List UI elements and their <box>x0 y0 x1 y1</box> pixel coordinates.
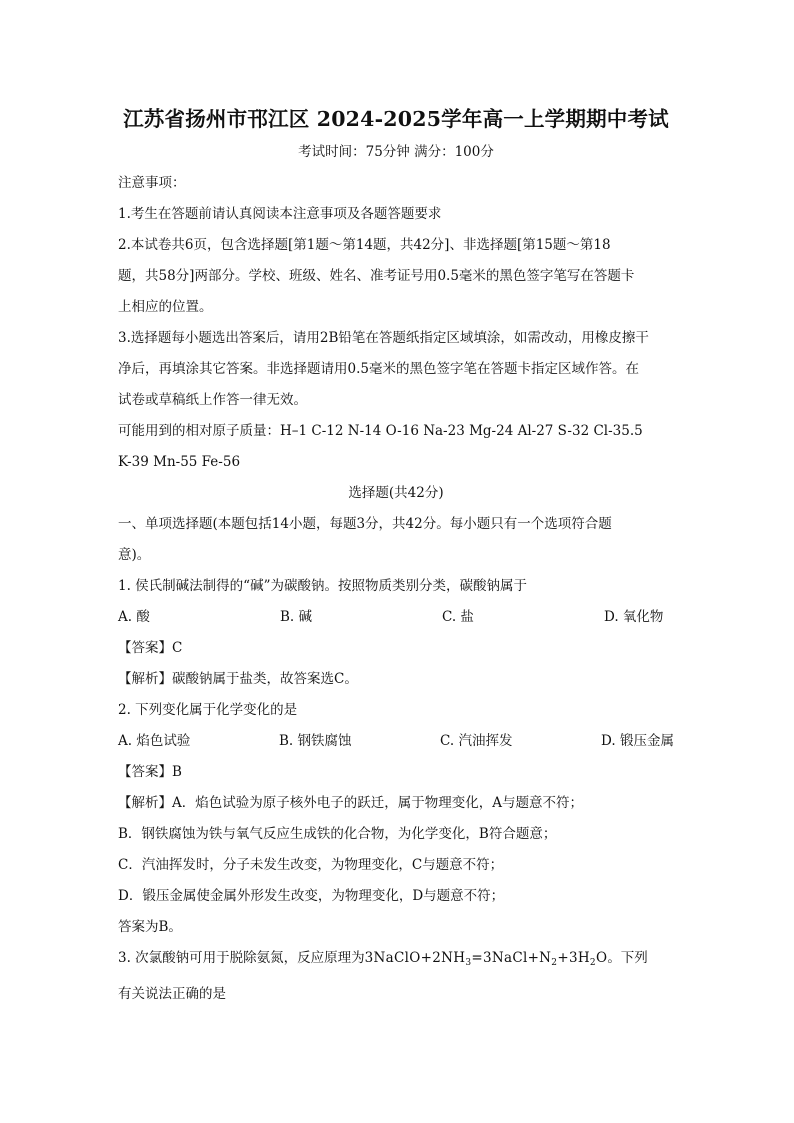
atomic-masses-line-2: K-39 Mn-55 Fe-56 <box>118 454 241 470</box>
question-1-analysis <box>118 669 674 689</box>
analysis-text: A．焰色试验为原子核外电子的跃迁，属于物理变化，A与题意不符； <box>172 795 583 811</box>
question-3-stem-post: 。下列 <box>607 950 648 966</box>
question-1-option-b: B. 碱 <box>280 609 313 625</box>
note-item-1: 1.考生在答题前请认真阅读本注意事项及各题答题要求 <box>118 206 442 222</box>
equation-subscript: 3 <box>465 958 472 968</box>
equation-part: 3NaClO+2NH <box>364 950 466 966</box>
question-2-analysis-a <box>118 793 674 813</box>
section-intro-line-2: 意)。 <box>118 547 151 563</box>
question-1-answer <box>118 638 674 658</box>
answer-value: C <box>172 640 183 656</box>
note-item-3-line-3: 试卷或草稿纸上作答一律无效。 <box>118 392 307 408</box>
question-2-analysis-c: C．汽油挥发时，分子未发生改变，为物理变化，C与题意不符； <box>118 857 504 873</box>
equation-part: =3NaCl+N <box>471 950 552 966</box>
analysis-label: 【解析】 <box>118 671 172 687</box>
section-intro-line-1: 一、单项选择题(本题包括14小题，每题3分，共42分。每小题只有一个选项符合题 <box>118 516 612 532</box>
question-1-stem: 1. 侯氏制碱法制得的“碱”为碳酸钠。按照物质类别分类，碳酸钠属于 <box>118 578 527 594</box>
answer-label: 【答案】 <box>118 640 172 656</box>
analysis-text: 碳酸钠属于盐类，故答案选C。 <box>172 671 358 687</box>
answer-label: 【答案】 <box>118 764 172 780</box>
note-item-2-line-1: 2.本试卷共6页，包含选择题[第1题～第14题，共42分]、非选择题[第15题～第18 <box>118 237 611 253</box>
question-2-options <box>118 731 674 751</box>
analysis-label: 【解析】 <box>118 795 172 811</box>
question-1-option-d: D. 氧化物 <box>604 609 664 625</box>
notes-heading: 注意事项： <box>118 175 186 191</box>
question-2-option-d: D. 锻压金属 <box>601 733 674 749</box>
equation-part: +3H <box>557 950 590 966</box>
question-2-stem: 2. 下列变化属于化学变化的是 <box>118 702 298 718</box>
note-item-3-line-2: 净后，再填涂其它答案。非选择题请用0.5毫米的黑色签字笔在答题卡指定区域作答。在 <box>118 361 639 377</box>
question-3-stem-line-2: 有关说法正确的是 <box>118 986 226 1002</box>
question-1-option-a: A. 酸 <box>118 609 150 625</box>
question-2-analysis-d: D．锻压金属使金属外形发生改变，为物理变化，D与题意不符； <box>118 888 505 904</box>
reaction-equation <box>365 950 608 966</box>
answer-value: B <box>172 764 182 780</box>
question-2-conclusion: 答案为B。 <box>118 919 182 935</box>
question-1-option-c: C. 盐 <box>442 609 474 625</box>
question-1-options <box>118 607 674 627</box>
equation-subscript: 2 <box>589 958 596 968</box>
atomic-masses-line-1: 可能用到的相对原子质量：H–1 C-12 N-14 O-16 Na-23 Mg-24 Al-27 S-32 Cl-35.5 <box>118 423 643 439</box>
note-item-2-line-2: 题，共58分]两部分。学校、班级、姓名、准考证号用0.5毫米的黑色签字笔写在答题卡 <box>118 268 635 284</box>
exam-info: 考试时间：75分钟 满分：100分 <box>298 144 494 160</box>
question-2-analysis-b: B．钢铁腐蚀为铁与氧气反应生成铁的化合物，为化学变化，B符合题意； <box>118 826 557 842</box>
note-item-3-line-1: 3.选择题每小题选出答案后，请用2B铅笔在答题纸指定区域填涂，如需改动，用橡皮擦干 <box>118 330 649 346</box>
section-heading: 选择题(共42分) <box>348 485 444 501</box>
question-2-option-b: B. 钢铁腐蚀 <box>279 733 352 749</box>
question-2-option-a: A. 焰色试验 <box>118 733 191 749</box>
question-3-stem-pre: 3. 次氯酸钠可用于脱除氨氮，反应原理为 <box>118 950 365 966</box>
equation-subscript: 2 <box>551 958 558 968</box>
page-title: 江苏省扬州市邗江区 2024-2025学年高一上学期期中考试 <box>123 107 669 131</box>
equation-part: O <box>595 950 608 966</box>
question-2-answer <box>118 762 674 782</box>
question-3-stem <box>118 948 674 973</box>
note-item-2-line-3: 上相应的位置。 <box>118 299 213 315</box>
question-2-option-c: C. 汽油挥发 <box>440 733 513 749</box>
